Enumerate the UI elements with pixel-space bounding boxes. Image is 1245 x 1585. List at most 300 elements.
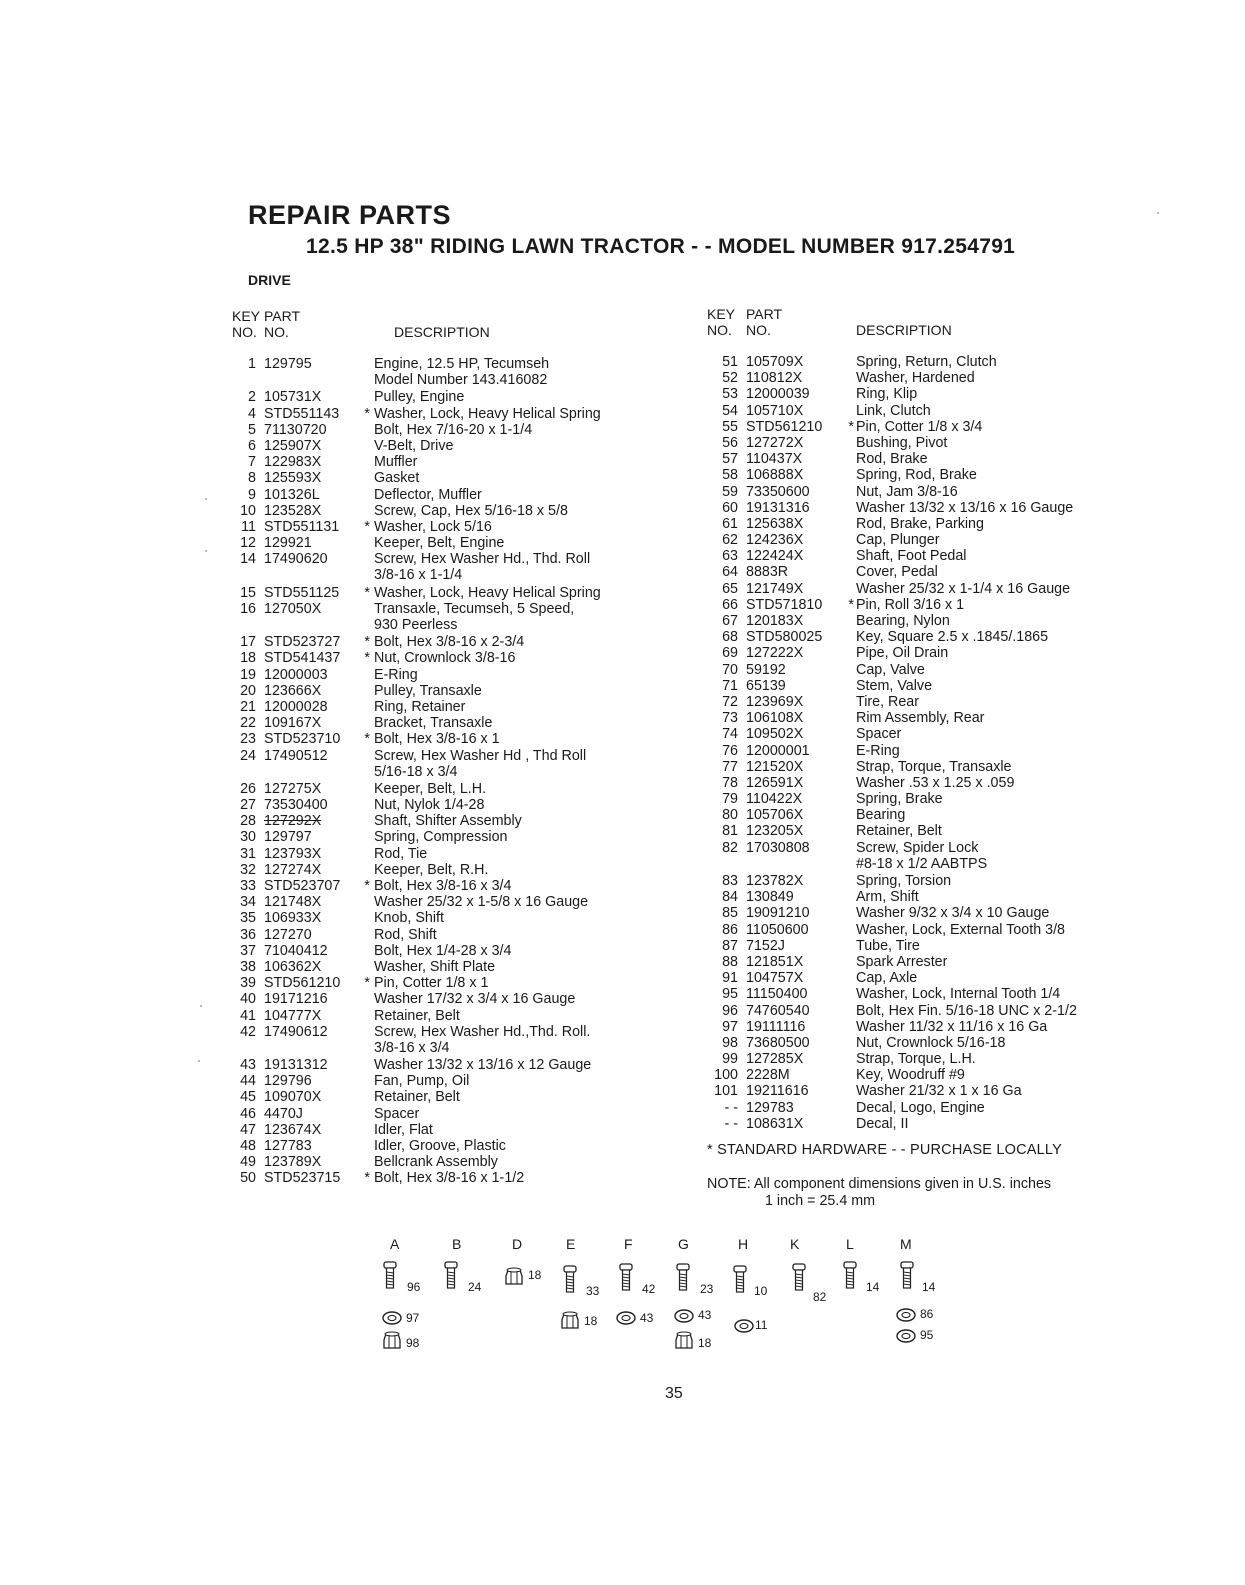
parts-row	[700, 467, 1120, 483]
part-description: Stem, Valve	[856, 677, 933, 694]
part-description: Fan, Pump, Oil	[374, 1073, 470, 1090]
parts-row	[700, 662, 1120, 678]
parts-row	[232, 519, 672, 535]
part-description: E-Ring	[374, 666, 418, 683]
key-header-line2: NO.	[707, 322, 732, 338]
parts-row	[700, 386, 1120, 402]
key-no-header	[232, 308, 260, 340]
key-number: 55	[722, 418, 738, 435]
part-number: 127274X	[264, 861, 322, 878]
part-description: Screw, Hex Washer Hd., Thd. Roll	[374, 551, 591, 568]
key-number: 6	[248, 437, 256, 454]
key-number: 32	[240, 861, 256, 878]
hardware-callout-number: 95	[920, 1328, 934, 1342]
standard-hardware-mark: *	[848, 418, 854, 435]
part-number: 11150400	[746, 986, 808, 1003]
part-number: 19111116	[746, 1018, 806, 1035]
part-number: 123674X	[264, 1121, 322, 1138]
part-description: Spring, Compression	[374, 829, 508, 846]
parts-row	[700, 564, 1120, 580]
parts-row	[700, 873, 1120, 889]
part-number: 71040412	[264, 942, 328, 959]
description-header-right: DESCRIPTION	[856, 322, 952, 338]
key-number: 61	[722, 515, 738, 532]
key-number: 47	[240, 1121, 256, 1138]
key-number: 60	[722, 499, 738, 516]
key-number: 35	[240, 910, 256, 927]
part-number: 121749X	[746, 580, 804, 597]
part-description: Bolt, Hex 1/4-28 x 3/4	[374, 942, 512, 959]
parts-row	[232, 634, 672, 650]
key-number: 77	[722, 758, 738, 775]
scan-speck	[200, 1005, 202, 1007]
parts-row	[700, 548, 1120, 564]
key-number: 44	[240, 1073, 256, 1090]
part-number: 110812X	[746, 370, 803, 387]
parts-row	[232, 1138, 672, 1154]
hardware-callout-number: 43	[640, 1311, 654, 1325]
key-number: 91	[722, 970, 738, 987]
parts-row	[700, 970, 1120, 986]
nut-icon	[562, 1312, 578, 1328]
part-description: Shaft, Foot Pedal	[856, 548, 967, 565]
part-number: 106362X	[264, 958, 322, 975]
key-number: 46	[240, 1105, 256, 1122]
part-number: 124236X	[746, 532, 804, 549]
part-number: 2228M	[746, 1067, 790, 1084]
part-number: 65139	[746, 677, 786, 694]
part-number: 105706X	[746, 807, 804, 824]
parts-row	[232, 862, 672, 878]
part-description: Screw, Hex Washer Hd , Thd Roll	[374, 747, 587, 764]
parts-row	[232, 503, 672, 519]
parts-row	[700, 1100, 1120, 1116]
key-number: 68	[722, 629, 738, 646]
part-description: Pin, Cotter 1/8 x 3/4	[856, 418, 983, 435]
parts-row	[232, 1089, 672, 1105]
washer-icon	[383, 1312, 401, 1324]
part-description: Spacer	[856, 726, 902, 743]
key-number: 49	[240, 1154, 256, 1171]
part-description: Decal, II	[856, 1115, 909, 1132]
parts-row	[232, 813, 672, 829]
parts-row	[700, 1051, 1120, 1067]
part-number: 11050600	[746, 921, 809, 938]
key-number: 59	[722, 483, 738, 500]
key-number: 57	[722, 451, 738, 468]
part-number: 123969X	[746, 693, 804, 710]
parts-row	[700, 500, 1120, 516]
part-description: Washer 25/32 x 1-5/8 x 16 Gauge	[374, 894, 589, 911]
hardware-letter: A	[390, 1236, 400, 1252]
parts-row	[232, 731, 672, 747]
part-description: Muffler	[374, 454, 418, 471]
part-number: 121851X	[746, 953, 804, 970]
part-description: Washer 9/32 x 3/4 x 10 Gauge	[856, 905, 1050, 922]
parts-list-right	[700, 354, 1120, 1132]
parts-row	[700, 743, 1120, 759]
part-description: Bolt, Hex 3/8-16 x 2-3/4	[374, 634, 525, 651]
part-description: Washer .53 x 1.25 x .059	[856, 774, 1015, 791]
part-number: 130849	[746, 889, 794, 906]
part-number: 19211616	[746, 1083, 809, 1100]
part-number: 122983X	[264, 454, 322, 471]
hardware-callout-number: 18	[698, 1336, 712, 1350]
part-description: Bolt, Hex Fin. 5/16-18 UNC x 2-1/2	[856, 1002, 1077, 1019]
key-number: 52	[722, 370, 738, 387]
dimensions-note: NOTE: All component dimensions given in U.S. inches	[707, 1176, 1052, 1192]
part-number: 106108X	[746, 710, 804, 727]
standard-hardware-mark: *	[364, 1170, 370, 1187]
parts-list-left	[232, 356, 672, 1187]
part-header-line1: PART	[746, 306, 783, 322]
hardware-letter: G	[678, 1236, 689, 1252]
washer-icon	[735, 1320, 753, 1332]
description-header: DESCRIPTION	[394, 324, 490, 340]
parts-row	[700, 823, 1120, 839]
part-description: Rod, Brake, Parking	[856, 515, 984, 532]
parts-row	[700, 629, 1120, 645]
part-number: 123793X	[264, 845, 322, 862]
part-description: Bracket, Transaxle	[374, 715, 493, 732]
key-number: 80	[722, 807, 738, 824]
page-number: 35	[665, 1385, 683, 1402]
part-description: 930 Peerless	[374, 617, 458, 633]
parts-row	[700, 484, 1120, 500]
parts-row	[232, 487, 672, 503]
part-description: Knob, Shift	[374, 910, 444, 927]
key-number: 98	[722, 1034, 738, 1051]
parts-row	[232, 406, 672, 422]
part-number: 12000028	[264, 698, 328, 715]
key-number: 82	[722, 839, 738, 856]
part-number: 109502X	[746, 726, 804, 743]
key-number: 48	[240, 1138, 256, 1154]
part-number: 19091210	[746, 905, 810, 922]
washer-icon	[897, 1330, 915, 1342]
part-description: Spacer	[374, 1105, 420, 1122]
part-number: 105731X	[264, 389, 322, 406]
part-description: Deflector, Muffler	[374, 486, 482, 503]
scan-speck	[1157, 212, 1159, 214]
part-number: 125907X	[264, 437, 322, 454]
parts-row	[700, 451, 1120, 467]
part-description: 5/16-18 x 3/4	[374, 763, 458, 780]
key-number: 16	[240, 600, 256, 617]
part-number: 127050X	[264, 600, 322, 617]
key-number: 97	[722, 1018, 738, 1035]
parts-row	[232, 422, 672, 438]
parts-row	[700, 922, 1120, 938]
scan-speck	[198, 1060, 200, 1062]
key-number: 18	[240, 650, 256, 667]
key-number: 21	[240, 698, 256, 715]
parts-row	[700, 840, 1120, 856]
key-number: 10	[240, 502, 256, 519]
parts-row	[232, 781, 672, 797]
part-number: 110437X	[746, 451, 803, 468]
part-number: 17490612	[264, 1023, 328, 1040]
key-number: 72	[722, 693, 738, 710]
key-number: 58	[722, 467, 738, 484]
parts-row	[700, 516, 1120, 532]
part-description: V-Belt, Drive	[374, 437, 454, 454]
hardware-callout-number: 86	[920, 1307, 934, 1321]
key-number: 88	[722, 953, 738, 970]
hardware-callout-number: 98	[406, 1336, 420, 1350]
bolt-icon	[844, 1262, 856, 1288]
key-no-header-right	[707, 306, 735, 338]
part-number: 19171216	[264, 991, 328, 1008]
part-description: Spring, Rod, Brake	[856, 467, 977, 484]
parts-row	[232, 991, 672, 1007]
parts-row	[700, 613, 1120, 629]
key-number: 53	[722, 386, 738, 403]
parts-row	[232, 1170, 672, 1186]
part-number: 4470J	[264, 1105, 303, 1122]
key-number: 12	[240, 535, 256, 552]
part-number: 127222X	[746, 645, 804, 662]
key-number: 65	[722, 580, 738, 597]
key-number: 23	[240, 731, 256, 748]
key-number: 73	[722, 710, 738, 727]
part-number: STD551131	[264, 518, 340, 535]
key-number: 41	[240, 1007, 256, 1024]
standard-hardware-mark: *	[364, 634, 370, 651]
part-number: 19131316	[746, 499, 810, 516]
parts-row	[232, 389, 672, 405]
part-description: Washer, Lock, Heavy Helical Spring	[374, 584, 601, 601]
parts-row	[700, 938, 1120, 954]
hardware-letter: M	[900, 1236, 912, 1252]
key-number: 30	[240, 829, 256, 846]
standard-hardware-note: * STANDARD HARDWARE - - PURCHASE LOCALLY	[707, 1142, 1062, 1158]
parts-row	[700, 791, 1120, 807]
parts-row	[232, 959, 672, 975]
key-number: 51	[722, 354, 738, 370]
part-description: Nut, Nylok 1/4-28	[374, 797, 485, 814]
parts-row	[232, 585, 672, 601]
part-description: Idler, Groove, Plastic	[374, 1138, 506, 1154]
part-number: 126591X	[746, 774, 804, 791]
part-description: E-Ring	[856, 742, 900, 759]
part-description: Spring, Return, Clutch	[856, 354, 997, 370]
part-description: Engine, 12.5 HP, Tecumseh	[374, 356, 550, 372]
part-description: Cap, Axle	[856, 970, 918, 987]
key-number: 99	[722, 1051, 738, 1068]
part-description: Washer, Lock, External Tooth 3/8	[856, 921, 1066, 938]
parts-row	[700, 419, 1120, 435]
part-number: 125638X	[746, 515, 804, 532]
parts-row	[232, 356, 672, 372]
key-number: 5	[248, 421, 256, 438]
key-number: - -	[724, 1115, 738, 1132]
part-number: 8883R	[746, 564, 789, 581]
part-description: Strap, Torque, L.H.	[856, 1051, 976, 1068]
key-number: 43	[240, 1057, 256, 1074]
part-description: Washer 13/32 x 13/16 x 12 Gauge	[374, 1057, 592, 1074]
parts-row	[700, 807, 1120, 823]
part-header-line1: PART	[264, 308, 301, 324]
parts-row	[700, 645, 1120, 661]
part-header-line2: NO.	[264, 324, 289, 340]
parts-row	[700, 710, 1120, 726]
part-number: 59192	[746, 661, 786, 678]
part-number: 104777X	[264, 1007, 322, 1024]
part-description: Ring, Retainer	[374, 698, 466, 715]
part-number: 129797	[264, 829, 312, 846]
part-number: 73680500	[746, 1034, 810, 1051]
standard-hardware-mark: *	[364, 731, 370, 748]
part-description: Bolt, Hex 3/8-16 x 1	[374, 731, 500, 748]
parts-row	[232, 894, 672, 910]
part-description: Cap, Valve	[856, 661, 925, 678]
hardware-letter: H	[738, 1236, 749, 1252]
parts-row	[232, 438, 672, 454]
part-description: Pipe, Oil Drain	[856, 645, 949, 662]
key-number: 50	[240, 1170, 256, 1187]
key-number: 26	[240, 780, 256, 797]
parts-row	[232, 910, 672, 926]
key-number: 2	[248, 389, 256, 406]
part-description: Spring, Brake	[856, 791, 943, 808]
part-description: Key, Square 2.5 x .1845/.1865	[856, 629, 1049, 646]
key-number: 70	[722, 661, 738, 678]
part-number: 121748X	[264, 894, 322, 911]
parts-row	[700, 986, 1120, 1002]
part-description: Ring, Klip	[856, 386, 918, 403]
parts-row	[232, 748, 672, 764]
part-description: Bushing, Pivot	[856, 434, 948, 451]
part-description: Washer 17/32 x 3/4 x 16 Gauge	[374, 991, 576, 1008]
hardware-callout-number: 82	[813, 1290, 827, 1304]
hardware-letter: K	[790, 1236, 800, 1252]
parts-row	[232, 601, 672, 617]
part-description: Nut, Crownlock 3/8-16	[374, 650, 516, 667]
parts-row	[232, 1122, 672, 1138]
part-description: Screw, Spider Lock	[856, 839, 979, 856]
key-number: 1	[248, 356, 256, 372]
part-number: 127272X	[746, 434, 804, 451]
part-description: Bearing	[856, 807, 906, 824]
key-number: 63	[722, 548, 738, 565]
part-description: 3/8-16 x 3/4	[374, 1039, 450, 1056]
parts-row	[232, 1073, 672, 1089]
key-number: 74	[722, 726, 738, 743]
key-number: 83	[722, 873, 738, 889]
part-number: 106933X	[264, 910, 322, 927]
key-number: 56	[722, 434, 738, 451]
key-number: - -	[724, 1099, 738, 1116]
part-description: Retainer, Belt	[856, 823, 942, 840]
section-label: DRIVE	[248, 272, 291, 288]
part-description: Washer 25/32 x 1-1/4 x 16 Gauge	[856, 580, 1071, 597]
part-description: Strap, Torque, Transaxle	[856, 758, 1012, 775]
key-number: 38	[240, 958, 256, 975]
part-number: 109070X	[264, 1089, 322, 1106]
parts-row	[232, 715, 672, 731]
parts-row	[700, 775, 1120, 791]
key-number: 87	[722, 937, 738, 954]
part-number: 120183X	[746, 613, 804, 629]
part-description: Pin, Cotter 1/8 x 1	[374, 975, 489, 992]
part-description: Bellcrank Assembly	[374, 1154, 498, 1171]
part-description: Decal, Logo, Engine	[856, 1099, 985, 1116]
hardware-letter: F	[624, 1236, 633, 1252]
part-description: Bolt, Hex 3/8-16 x 1-1/2	[374, 1170, 525, 1187]
part-description: #8-18 x 1/2 AABTPS	[856, 855, 988, 872]
parts-row	[232, 667, 672, 683]
parts-row	[700, 370, 1120, 386]
part-number: 123528X	[264, 502, 322, 519]
key-number: 95	[722, 986, 738, 1003]
part-description: Key, Woodruff #9	[856, 1067, 965, 1084]
hardware-callout-number: 23	[700, 1282, 714, 1296]
standard-hardware-mark: *	[364, 975, 370, 992]
part-number: 121520X	[746, 758, 804, 775]
part-description: Transaxle, Tecumseh, 5 Speed,	[374, 600, 575, 617]
parts-row	[700, 1003, 1120, 1019]
part-description: Nut, Jam 3/8-16	[856, 483, 958, 500]
part-number: 109167X	[264, 715, 322, 732]
nut-icon	[676, 1332, 692, 1348]
hardware-callout-number: 96	[407, 1280, 421, 1294]
key-number: 54	[722, 402, 738, 419]
part-description: Washer, Shift Plate	[374, 958, 496, 975]
part-number: 7152J	[746, 937, 785, 954]
part-description: Retainer, Belt	[374, 1089, 460, 1106]
part-description: Nut, Crownlock 5/16-18	[856, 1034, 1006, 1051]
hardware-callout-number: 18	[528, 1268, 542, 1282]
key-number: 84	[722, 889, 738, 906]
parts-row	[232, 535, 672, 551]
standard-hardware-mark: *	[364, 650, 370, 667]
part-number: 108631X	[746, 1115, 804, 1132]
nut-icon	[506, 1268, 522, 1284]
hardware-letters	[390, 1236, 950, 1256]
key-number: 69	[722, 645, 738, 662]
parts-row	[700, 726, 1120, 742]
part-number: 17030808	[746, 839, 810, 856]
part-description: Rim Assembly, Rear	[856, 710, 985, 727]
parts-row	[700, 1019, 1120, 1035]
key-number: 42	[240, 1023, 256, 1040]
scan-speck	[205, 498, 207, 500]
part-description: Bolt, Hex 7/16-20 x 1-1/4	[374, 421, 533, 438]
part-header-line2: NO.	[746, 322, 771, 338]
part-number: 12000001	[746, 742, 810, 759]
part-number: 17490620	[264, 551, 328, 568]
part-description: Pulley, Transaxle	[374, 682, 482, 699]
parts-row	[700, 954, 1120, 970]
standard-hardware-mark: *	[364, 518, 370, 535]
part-number: 125593X	[264, 470, 322, 487]
part-description: Washer, Lock, Internal Tooth 1/4	[856, 986, 1061, 1003]
part-number: 17490512	[264, 747, 328, 764]
part-number: 104757X	[746, 970, 804, 987]
key-number: 19	[240, 666, 256, 683]
parts-row	[700, 1035, 1120, 1051]
hardware-callout-number: 10	[754, 1284, 768, 1298]
part-number: 105709X	[746, 354, 804, 370]
parts-row	[232, 1057, 672, 1073]
part-description: Tube, Tire	[856, 937, 920, 954]
parts-row	[232, 551, 672, 567]
parts-row	[700, 532, 1120, 548]
part-number: 127285X	[746, 1051, 804, 1068]
scan-speck	[205, 550, 207, 552]
part-number: 73350600	[746, 483, 810, 500]
